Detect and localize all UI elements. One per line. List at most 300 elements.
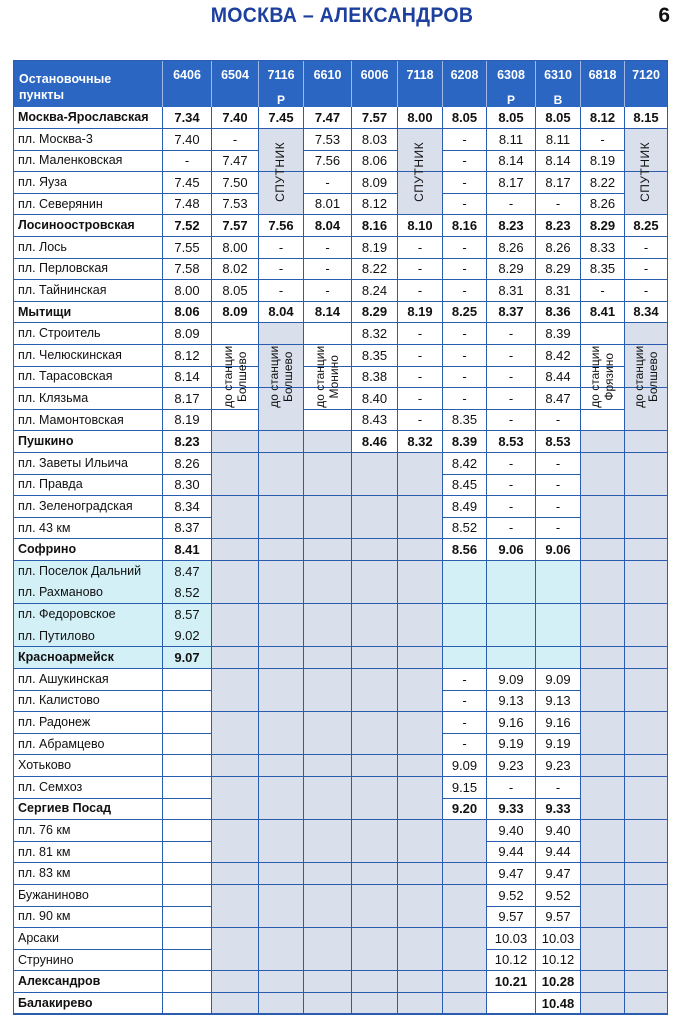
- time-cell: [212, 906, 259, 928]
- time-cell: [398, 971, 443, 993]
- time-cell: [443, 625, 487, 647]
- time-cell: 8.29: [536, 258, 581, 280]
- time-cell: 7.34: [163, 107, 212, 129]
- stop-name: пл. Строитель: [13, 323, 163, 345]
- stop-name: пл. Северянин: [13, 193, 163, 215]
- time-cell: 9.06: [536, 539, 581, 561]
- time-cell: [259, 388, 304, 410]
- time-cell: [581, 625, 625, 647]
- time-cell: [304, 517, 352, 539]
- time-cell: -: [443, 345, 487, 367]
- time-cell: -: [581, 280, 625, 302]
- time-cell: [443, 820, 487, 842]
- time-cell: [163, 841, 212, 863]
- time-cell: [581, 561, 625, 583]
- time-cell: [581, 971, 625, 993]
- time-cell: -: [259, 258, 304, 280]
- time-cell: -: [304, 258, 352, 280]
- time-cell: [304, 690, 352, 712]
- time-cell: [443, 647, 487, 669]
- time-cell: 9.09: [443, 755, 487, 777]
- time-cell: -: [487, 409, 536, 431]
- time-cell: [259, 928, 304, 950]
- stop-name: пл. Абрамцево: [13, 733, 163, 755]
- time-cell: [352, 841, 398, 863]
- time-cell: 8.31: [536, 280, 581, 302]
- time-cell: 8.44: [536, 366, 581, 388]
- time-cell: [352, 928, 398, 950]
- time-cell: [398, 755, 443, 777]
- train-number: 6308: [497, 68, 525, 82]
- header-train-6208: [443, 60, 487, 107]
- time-cell: [259, 971, 304, 993]
- time-cell: [304, 625, 352, 647]
- time-cell: 8.16: [352, 215, 398, 237]
- time-cell: [259, 669, 304, 691]
- note-text: до станции Фрязино: [588, 346, 617, 408]
- time-cell: [212, 647, 259, 669]
- stop-name: пл. Тарасовская: [13, 366, 163, 388]
- time-cell: [352, 496, 398, 518]
- time-cell: [304, 755, 352, 777]
- time-cell: -: [487, 777, 536, 799]
- time-cell: [352, 604, 398, 626]
- time-cell: 9.47: [536, 863, 581, 885]
- time-cell: 8.26: [536, 237, 581, 259]
- time-cell: 8.29: [581, 215, 625, 237]
- stop-name: Сергиев Посад: [13, 798, 163, 820]
- time-cell: [163, 690, 212, 712]
- time-cell: [536, 561, 581, 583]
- stop-name: Софрино: [13, 539, 163, 561]
- time-cell: [398, 906, 443, 928]
- time-cell: [304, 474, 352, 496]
- time-cell: 9.57: [487, 906, 536, 928]
- stop-name: пл. Поселок Дальний: [13, 561, 163, 583]
- time-cell: [398, 885, 443, 907]
- time-cell: [581, 388, 625, 410]
- time-cell: 8.41: [163, 539, 212, 561]
- time-cell: [581, 690, 625, 712]
- time-cell: [304, 647, 352, 669]
- time-cell: 8.01: [304, 193, 352, 215]
- time-cell: [487, 647, 536, 669]
- time-cell: [212, 366, 259, 388]
- time-cell: [581, 949, 625, 971]
- time-cell: -: [536, 777, 581, 799]
- time-cell: [398, 777, 443, 799]
- time-cell: 8.14: [304, 301, 352, 323]
- time-cell: -: [625, 258, 668, 280]
- stop-name: пл. Челюскинская: [13, 345, 163, 367]
- time-cell: [581, 712, 625, 734]
- time-cell: 9.47: [487, 863, 536, 885]
- time-cell: 9.23: [536, 755, 581, 777]
- train-mark: Р: [506, 93, 515, 107]
- time-cell: [625, 669, 668, 691]
- stop-name: Москва-Ярославская: [13, 107, 163, 129]
- stop-name: Лосиноостровская: [13, 215, 163, 237]
- time-cell: 9.33: [536, 798, 581, 820]
- time-cell: [163, 669, 212, 691]
- train-number: 6610: [313, 68, 342, 82]
- time-cell: 7.47: [304, 107, 352, 129]
- time-cell: 8.17: [163, 388, 212, 410]
- note-text: СПУТНИК: [412, 141, 427, 202]
- time-cell: 8.19: [398, 301, 443, 323]
- time-cell: 8.23: [536, 215, 581, 237]
- time-cell: 9.16: [536, 712, 581, 734]
- time-cell: 8.43: [352, 409, 398, 431]
- time-cell: 7.40: [163, 129, 212, 151]
- time-cell: [398, 733, 443, 755]
- time-cell: [581, 496, 625, 518]
- time-cell: [212, 625, 259, 647]
- stop-name: пл. Перловская: [13, 258, 163, 280]
- time-cell: [259, 129, 304, 151]
- time-cell: [443, 561, 487, 583]
- time-cell: [625, 150, 668, 172]
- time-cell: 8.11: [487, 129, 536, 151]
- time-cell: [625, 885, 668, 907]
- time-cell: [625, 431, 668, 453]
- header-train-6406: [163, 60, 212, 107]
- time-cell: 8.57: [163, 604, 212, 626]
- time-cell: [352, 582, 398, 604]
- time-cell: 8.06: [352, 150, 398, 172]
- time-cell: 8.25: [443, 301, 487, 323]
- time-cell: 9.13: [536, 690, 581, 712]
- time-cell: 8.47: [163, 561, 212, 583]
- time-cell: [625, 863, 668, 885]
- time-cell: -: [443, 172, 487, 194]
- time-cell: [259, 885, 304, 907]
- time-cell: [163, 885, 212, 907]
- stop-name: пл. Федоровское: [13, 604, 163, 626]
- time-cell: [304, 431, 352, 453]
- time-cell: [625, 993, 668, 1015]
- time-cell: 8.35: [443, 409, 487, 431]
- time-cell: 7.58: [163, 258, 212, 280]
- time-cell: [625, 625, 668, 647]
- stop-name: пл. Ашукинская: [13, 669, 163, 691]
- time-cell: 8.42: [443, 453, 487, 475]
- time-cell: [536, 582, 581, 604]
- time-cell: [581, 669, 625, 691]
- time-cell: [398, 625, 443, 647]
- time-cell: -: [487, 193, 536, 215]
- time-cell: 8.17: [536, 172, 581, 194]
- time-cell: [259, 798, 304, 820]
- time-cell: [212, 755, 259, 777]
- time-cell: 7.53: [304, 129, 352, 151]
- time-cell: -: [581, 129, 625, 151]
- time-cell: [625, 172, 668, 194]
- time-cell: -: [443, 129, 487, 151]
- train-number: 7118: [406, 68, 434, 82]
- time-cell: [259, 949, 304, 971]
- time-cell: [259, 409, 304, 431]
- time-cell: 7.57: [352, 107, 398, 129]
- time-cell: [259, 906, 304, 928]
- time-cell: -: [487, 388, 536, 410]
- time-cell: [304, 863, 352, 885]
- header-train-7120: [625, 60, 668, 107]
- time-cell: 9.52: [536, 885, 581, 907]
- time-cell: [212, 539, 259, 561]
- time-cell: [443, 885, 487, 907]
- time-cell: [398, 820, 443, 842]
- time-cell: 8.09: [352, 172, 398, 194]
- time-cell: [212, 496, 259, 518]
- stop-name: пл. 90 км: [13, 906, 163, 928]
- time-cell: 9.13: [487, 690, 536, 712]
- note-text: СПУТНИК: [638, 141, 653, 202]
- time-cell: 8.19: [581, 150, 625, 172]
- time-cell: 8.31: [487, 280, 536, 302]
- time-cell: -: [259, 280, 304, 302]
- header-train-6818: [581, 60, 625, 107]
- time-cell: -: [398, 409, 443, 431]
- time-cell: [398, 841, 443, 863]
- time-cell: -: [536, 193, 581, 215]
- time-cell: 8.09: [163, 323, 212, 345]
- time-cell: 9.09: [487, 669, 536, 691]
- time-cell: [398, 928, 443, 950]
- time-cell: [212, 820, 259, 842]
- time-cell: [212, 863, 259, 885]
- time-cell: [536, 625, 581, 647]
- stop-name: пл. Семхоз: [13, 777, 163, 799]
- note-text: до станции Болшево: [631, 346, 660, 408]
- time-cell: [259, 993, 304, 1015]
- time-cell: 8.14: [487, 150, 536, 172]
- time-cell: [259, 345, 304, 367]
- time-cell: 7.55: [163, 237, 212, 259]
- time-cell: [443, 863, 487, 885]
- stop-name: пл. Яуза: [13, 172, 163, 194]
- time-cell: [398, 712, 443, 734]
- time-cell: [398, 582, 443, 604]
- time-cell: -: [443, 388, 487, 410]
- time-cell: [443, 604, 487, 626]
- time-cell: 8.05: [443, 107, 487, 129]
- time-cell: [398, 517, 443, 539]
- time-cell: [625, 604, 668, 626]
- time-cell: [212, 712, 259, 734]
- time-cell: -: [163, 150, 212, 172]
- time-cell: 8.00: [212, 237, 259, 259]
- time-cell: 9.57: [536, 906, 581, 928]
- time-cell: 8.53: [487, 431, 536, 453]
- time-cell: 8.05: [536, 107, 581, 129]
- time-cell: -: [443, 258, 487, 280]
- time-cell: [398, 172, 443, 194]
- stop-name: Бужаниново: [13, 885, 163, 907]
- time-cell: 8.30: [163, 474, 212, 496]
- time-cell: -: [398, 237, 443, 259]
- time-cell: -: [487, 517, 536, 539]
- time-cell: 8.04: [304, 215, 352, 237]
- time-cell: [581, 474, 625, 496]
- time-cell: [304, 345, 352, 367]
- time-cell: 9.09: [536, 669, 581, 691]
- time-cell: [398, 798, 443, 820]
- time-cell: [259, 863, 304, 885]
- stop-name: Александров: [13, 971, 163, 993]
- time-cell: 8.03: [352, 129, 398, 151]
- time-cell: [304, 885, 352, 907]
- time-cell: 8.05: [212, 280, 259, 302]
- time-cell: -: [443, 690, 487, 712]
- time-cell: 9.02: [163, 625, 212, 647]
- time-cell: 8.35: [352, 345, 398, 367]
- time-cell: [259, 323, 304, 345]
- time-cell: 9.40: [536, 820, 581, 842]
- time-cell: [259, 690, 304, 712]
- time-cell: [163, 971, 212, 993]
- stop-name: пл. Москва-3: [13, 129, 163, 151]
- stop-name: пл. 43 км: [13, 517, 163, 539]
- time-cell: 9.19: [487, 733, 536, 755]
- time-cell: [625, 949, 668, 971]
- time-cell: [259, 625, 304, 647]
- time-cell: [625, 496, 668, 518]
- time-cell: 8.53: [536, 431, 581, 453]
- time-cell: [398, 193, 443, 215]
- time-cell: [398, 129, 443, 151]
- time-cell: 8.38: [352, 366, 398, 388]
- time-cell: [352, 561, 398, 583]
- header-train-7116: [259, 60, 304, 107]
- time-cell: 8.52: [443, 517, 487, 539]
- train-number: 7116: [267, 68, 295, 82]
- time-cell: -: [536, 496, 581, 518]
- time-cell: 7.56: [259, 215, 304, 237]
- note-text: СПУТНИК: [273, 141, 288, 202]
- time-cell: 7.50: [212, 172, 259, 194]
- time-cell: 8.32: [352, 323, 398, 345]
- time-cell: [398, 539, 443, 561]
- note-text: до станции Болшево: [266, 346, 295, 408]
- time-cell: 8.26: [581, 193, 625, 215]
- time-cell: [304, 496, 352, 518]
- time-cell: [304, 582, 352, 604]
- time-cell: [352, 798, 398, 820]
- stop-name: Красноармейск: [13, 647, 163, 669]
- time-cell: 9.44: [487, 841, 536, 863]
- time-cell: -: [536, 474, 581, 496]
- time-cell: 9.07: [163, 647, 212, 669]
- time-cell: [212, 517, 259, 539]
- stop-name: пл. Калистово: [13, 690, 163, 712]
- time-cell: [352, 712, 398, 734]
- time-cell: [625, 129, 668, 151]
- time-cell: 9.16: [487, 712, 536, 734]
- time-cell: [259, 841, 304, 863]
- time-cell: [304, 669, 352, 691]
- time-cell: -: [398, 366, 443, 388]
- time-cell: 10.03: [487, 928, 536, 950]
- time-cell: [352, 669, 398, 691]
- time-cell: [304, 366, 352, 388]
- time-cell: 8.40: [352, 388, 398, 410]
- time-cell: 8.52: [163, 582, 212, 604]
- time-cell: -: [398, 258, 443, 280]
- time-cell: [163, 949, 212, 971]
- time-cell: [212, 885, 259, 907]
- time-cell: 10.48: [536, 993, 581, 1015]
- time-cell: -: [304, 237, 352, 259]
- train-number: 7120: [632, 68, 660, 82]
- time-cell: [398, 496, 443, 518]
- train-number: 6208: [450, 68, 479, 82]
- time-cell: [487, 582, 536, 604]
- time-cell: [352, 820, 398, 842]
- time-cell: -: [398, 323, 443, 345]
- time-cell: -: [487, 366, 536, 388]
- time-cell: 7.40: [212, 107, 259, 129]
- stop-name: Струнино: [13, 949, 163, 971]
- time-cell: [625, 193, 668, 215]
- time-cell: [304, 561, 352, 583]
- time-cell: -: [487, 453, 536, 475]
- time-cell: [581, 777, 625, 799]
- train-number: 6504: [221, 68, 249, 82]
- time-cell: [212, 949, 259, 971]
- train-mark: Р: [276, 93, 285, 107]
- time-cell: [259, 172, 304, 194]
- time-cell: 8.12: [163, 345, 212, 367]
- time-cell: [581, 755, 625, 777]
- time-cell: [212, 669, 259, 691]
- time-cell: 8.26: [487, 237, 536, 259]
- stop-name: пл. Лось: [13, 237, 163, 259]
- time-cell: [625, 582, 668, 604]
- time-cell: [259, 539, 304, 561]
- stop-name: Арсаки: [13, 928, 163, 950]
- time-cell: [259, 496, 304, 518]
- time-cell: [487, 993, 536, 1015]
- time-cell: [259, 604, 304, 626]
- time-cell: [443, 928, 487, 950]
- time-cell: [443, 949, 487, 971]
- time-cell: [259, 453, 304, 475]
- time-cell: [581, 582, 625, 604]
- time-cell: [581, 841, 625, 863]
- time-cell: 8.34: [163, 496, 212, 518]
- time-cell: [352, 647, 398, 669]
- time-cell: 8.00: [163, 280, 212, 302]
- time-cell: 7.57: [212, 215, 259, 237]
- time-cell: [259, 647, 304, 669]
- header-train-6006: [352, 60, 398, 107]
- time-cell: 10.12: [487, 949, 536, 971]
- time-cell: 8.46: [352, 431, 398, 453]
- time-cell: -: [398, 345, 443, 367]
- time-cell: [581, 928, 625, 950]
- time-cell: [625, 777, 668, 799]
- time-cell: [581, 323, 625, 345]
- time-cell: -: [304, 280, 352, 302]
- time-cell: [581, 431, 625, 453]
- note-text: до станции Монино: [313, 346, 342, 408]
- stop-name: пл. Мамонтовская: [13, 409, 163, 431]
- time-cell: [352, 949, 398, 971]
- time-cell: -: [259, 237, 304, 259]
- time-cell: 7.45: [259, 107, 304, 129]
- time-cell: 9.19: [536, 733, 581, 755]
